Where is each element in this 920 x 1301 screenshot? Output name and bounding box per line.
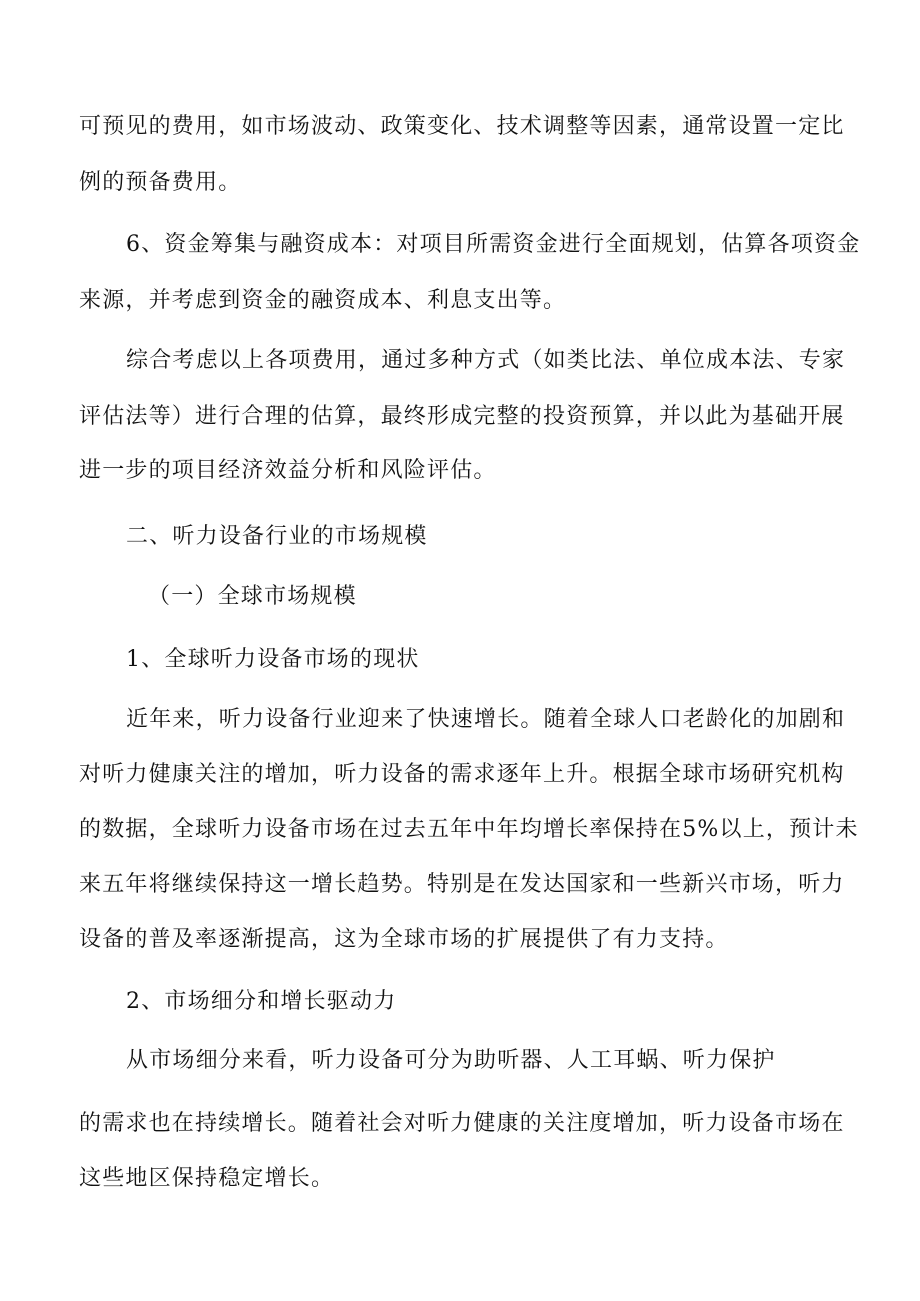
paragraph-line: 例的预备费用。	[79, 170, 242, 195]
paragraph-line: 这些地区保持稳定增长。	[79, 1166, 335, 1191]
subsection-heading: （一）全球市场规模	[148, 584, 357, 609]
paragraph-line: 来五年将继续保持这一增长趋势。特别是在发达国家和一些新兴市场，听力	[79, 872, 845, 897]
section-heading: 二、听力设备行业的市场规模	[126, 524, 428, 549]
paragraph-line: 评估法等）进行合理的估算，最终形成完整的投资预算，并以此为基础开展	[79, 404, 845, 429]
paragraph-line: 对听力健康关注的增加，听力设备的需求逐年上升。根据全球市场研究机构	[79, 762, 845, 787]
item-heading: 1、全球听力设备市场的现状	[126, 647, 420, 672]
paragraph-line: 综合考虑以上各项费用，通过多种方式（如类比法、单位成本法、专家	[126, 348, 846, 373]
paragraph-line: 进一步的项目经济效益分析和风险评估。	[79, 458, 497, 483]
paragraph-line: 6、资金筹集与融资成本：对项目所需资金进行全面规划，估算各项资金	[126, 232, 861, 257]
paragraph-line: 来源，并考虑到资金的融资成本、利息支出等。	[79, 288, 567, 313]
paragraph-line: 设备的普及率逐渐提高，这为全球市场的扩展提供了有力支持。	[79, 927, 729, 952]
item-heading: 2、市场细分和增长驱动力	[126, 989, 397, 1014]
paragraph-line: 的需求也在持续增长。随着社会对听力健康的关注度增加，听力设备市场在	[79, 1111, 845, 1136]
paragraph-line: 从市场细分来看，听力设备可分为助听器、人工耳蜗、听力保护	[126, 1048, 776, 1073]
paragraph-line: 的数据，全球听力设备市场在过去五年中年均增长率保持在5%以上，预计未	[79, 817, 859, 842]
paragraph-line: 近年来，听力设备行业迎来了快速增长。随着全球人口老龄化的加剧和	[126, 707, 846, 732]
paragraph-line: 可预见的费用，如市场波动、政策变化、技术调整等因素，通常设置一定比	[79, 114, 845, 139]
